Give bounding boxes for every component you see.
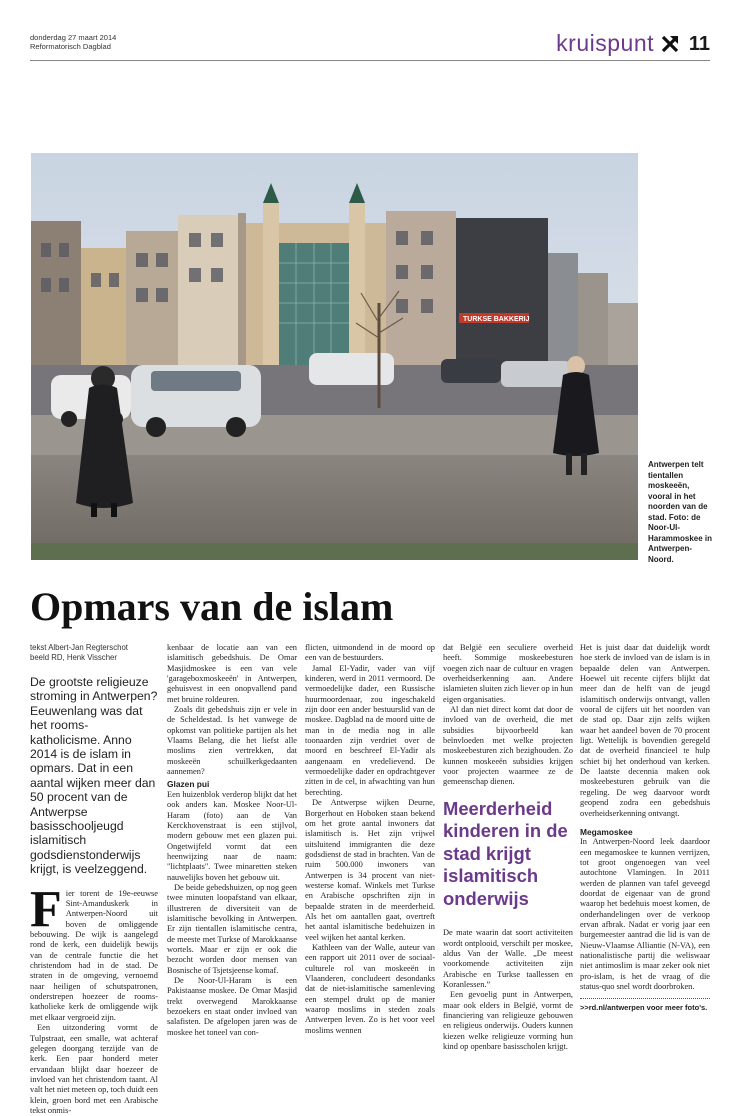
subheading-megamoskee: Megamoskee bbox=[580, 826, 633, 837]
byline-photo-credit: beeld RD, Henk Visscher bbox=[30, 653, 117, 662]
column-3 bbox=[305, 643, 435, 1036]
article-headline: Opmars van de islam bbox=[30, 584, 394, 629]
paragraph: De mate waarin dat soort activiteiten wordt ontplooid, verschilt per moskee, aldus Van der Walle. „De meest voorkomende activiteiten zijn Arabische en Turkse taallessen en Koranlessen.” bbox=[443, 928, 573, 990]
paragraph: Een huizenblok verderop blijkt dat het ook anders kan. Moskee Noor-Ul-Haram (foto) aan de Van Kerckhovenstraat is een stijlvol, modern gebouw met een glazen pui. Ongetwijfeld vormt dat een heenwijzing naar de naam: "lichtplaats". Twee minaretten steken nauwelijks boven het gebouw uit. bbox=[167, 789, 297, 882]
mosque-street-photo bbox=[31, 153, 638, 560]
masthead-dateline bbox=[30, 33, 116, 51]
paragraph: Een gevoelig punt in Antwerpen, maar ook elders in België, vormt de financiering van religieuze gebouwen en religieus onderwijs. Ouders kunnen kiezen welke religieuze vorming hun kind op openbare basisscholen krijgt. bbox=[443, 990, 573, 1052]
dropcap-letter: F bbox=[30, 880, 62, 938]
paragraph: ier torent de 19e-eeuwse Sint-Amanduskerk in Antwerpen-Noord uit boven de omliggende bebouwing. De wijk is aangelegd rond de kerk, een duidelijk bewijs van de centrale functie die het christendom had in de stad. De straten in de omgeving, vernoemd naar heiligen of schutspatronen, onderstrepen hoezeer de rooms-katholieke kerk de omliggende wijk met elkaar vergroeid zijn. bbox=[30, 888, 158, 1022]
article-photo bbox=[31, 153, 638, 560]
newspaper-name: Reformatorisch Dagblad bbox=[30, 42, 111, 51]
paragraph: Een uitzondering vormt de Tulpstraat, een smalle, wat achteraf gelegen doorgang terzijde van de kerk. Een paar honderd meter ervandaan blijkt daar hoezeer de invloed van het christendom taant. Al valt het niet meteen op, toch duidt een klein, groen bord met een Arabische tekst onmis- bbox=[30, 1023, 158, 1115]
paragraph: Zoals dit gebedshuis zijn er vele in de Scheldestad. Is het vanwege de opkomst van politieke partijen als het Vlaams Belang, die het liefst alle moslims zien vertrekken, dat moskeeën schuilkerkgedaanten aannemen? bbox=[167, 705, 297, 777]
paragraph: In Antwerpen-Noord leek daardoor een megamoskee te kunnen verrijzen, tot groot ongenoegen van veel autochtone Vlamingen. In 2011 werden de plannen van tafel geveegd doordat de eigenaar van de grond waarop het bedehuis moest komen, de onderhandelingen over de verkoop ervan afbrak. Nadat er vorig jaar een burgemeester aantrad die lid is van de Nieuw-Vlaamse Alliantie (N-VA), een nationalistische partij die weliswaar niet antimoslim is maar zeker ook niet pro-islam, is het de vraag of die status-quo snel wordt doorbroken. bbox=[580, 837, 710, 991]
pull-quote: Meerderheid kinderen in de stad krijgt islamitisch onderwijs bbox=[443, 797, 568, 909]
subheading-glazen-pui: Glazen pui bbox=[167, 779, 210, 790]
byline bbox=[30, 643, 158, 663]
paragraph: flicten, uitmondend in de moord op een van de bestuurders. bbox=[305, 643, 435, 663]
paragraph: De beide gebedshuizen, op nog geen twee minuten loopafstand van elkaar, illustreren de diversiteit van de islamitische bevolking in Antwerpen. Er zijn tientallen islamitische centra, de meeste met Turkse of Marokkaanse wortels. Maar er zijn er ook die bezocht worden door mensen van Bosnische of Tsjetsjeense komaf. bbox=[167, 882, 297, 975]
masthead-rule bbox=[30, 60, 710, 61]
photo-caption: Antwerpen telt tientallen moskeeën, vooral in het noorden van de stad. Foto: de Noor-Ul-Harammoskee in Antwerpen-Noord. bbox=[648, 460, 713, 564]
paragraph: Jamal El-Yadir, vader van vijf kinderen, werd in 2011 vermoord. De vermoedelijke dader, een Russische huurmoordenaar, zou ingeschakeld zijn door een ander bestuurslid van de moskee. Dagblad na de moord uitte de man in de media nog in alle toonaarden zijn verdriet over de moord en beschreef El-Yadir als aangenaam en vredelievend. De vermoedelijke dader en opdrachtgever zitten in de cel, in afwachting van hun berechting. bbox=[305, 663, 435, 797]
paragraph: Al dan niet direct komt dat door de invloed van de overheid, die met subsidies bijvoorbeeld kan beïnvloeden met welke projecten moskeebesturen zich bezighouden. Zo kunnen moskeeën subsidies krijgen voor projecten waarmee ze de gemeenschap dienen. bbox=[443, 705, 573, 787]
shop-sign: TURKSE BAKKERIJ bbox=[463, 316, 530, 323]
column-4 bbox=[443, 643, 573, 1052]
paragraph: De Noor-Ul-Haram is een Pakistaanse moskee. De Omar Masjid trekt overwegend Marokkaanse bezoekers en staat onder invloed van salafisten. De afgelopen jaren was de moskee het toneel van con- bbox=[167, 976, 297, 1037]
byline-text-author: tekst Albert-Jan Regterschot bbox=[30, 643, 128, 652]
column-2 bbox=[167, 643, 297, 1038]
column-5 bbox=[580, 643, 710, 1014]
paragraph: kenbaar de locatie aan van een islamitisch gebedshuis. De Omar Masjidmoskee is een van vele 'garageboxmoskeeën' in Antwerpen, gehuisvest in een onopvallend pand met bruine roldeuren. bbox=[167, 643, 297, 704]
cross-arrow-icon bbox=[660, 34, 680, 54]
masthead bbox=[30, 30, 710, 60]
issue-date: donderdag 27 maart 2014 bbox=[30, 33, 117, 42]
column-1 bbox=[30, 643, 158, 1116]
paragraph: De Antwerpse wijken Deurne, Borgerhout en Hoboken staan bekend om het grote aantal inwoners dat islamitisch is. Het zijn vrijwel uitsluitend immigranten die deze godsdienst de stad in brachten. Van de ruim 500.000 inwoners van Antwerpen is 34 procent van niet-westerse komaf. Winkels met Turkse en Arabische opschriften zijn in bepaalde straten in de meerderheid. Als het om aantallen gaat, overtreft het aantal islamitische bedehuizen in veel wijken het aantal kerken. bbox=[305, 798, 435, 942]
paragraph: Het is juist daar dat duidelijk wordt hoe sterk de invloed van de islam is in bepaalde delen van Antwerpen. Hoewel uit recente cijfers blijkt dat meer dan de helft van de jeugd islamitisch onderwijs ontvangt, vallen vooral de cijfers uit het noorden van de stad op. Daar zijn zelfs wijken waar het aandeel boven de 70 procent ligt. Wettelijk is bovendien geregeld dat de overheid financieel te hulp schiet bij het onderhoud van kerken. De laatste decennia maken ook moskeebesturen gebruik van die regeling. De weg daarvoor wordt geopend zodra een gebedshuis overheidserkenning ontvangt. bbox=[580, 643, 710, 818]
more-photos-link[interactable]: >>rd.nl/antwerpen voor meer foto's. bbox=[580, 998, 710, 1013]
section-title: kruispunt bbox=[556, 30, 654, 56]
paragraph: Kathleen van der Walle, auteur van een rapport uit 2011 over de sociaal-culturele rol van moskeeën in Vlaanderen, concludeert desondanks dat de niet-islamitische samenleving een stempel drukt op de manier waarop moslims in steden zoals Antwerpen leven. Zo is het voor veel moslims wennen bbox=[305, 942, 435, 1035]
article-intro: De grootste religieuze stroming in Antwerpen? Eeuwenlang was dat het rooms-katholicisme. Anno 2014 is de islam in opmars. Dat in een aantal wijken meer dan 50 procent van de Antwerpse basisschooljeugd islamitisch godsdienstonderwijs krijgt, is veelzeggend. bbox=[30, 675, 158, 877]
article-lead bbox=[30, 880, 158, 1116]
paragraph: dat België een seculiere overheid heeft. Sommige moskeebesturen voegen zich naar de cultuur en vragen overheidserkenning aan. Andere islamieten sluiten zich liever op in hun eigen organisaties. bbox=[443, 643, 573, 704]
page-number: 11 bbox=[688, 33, 710, 55]
